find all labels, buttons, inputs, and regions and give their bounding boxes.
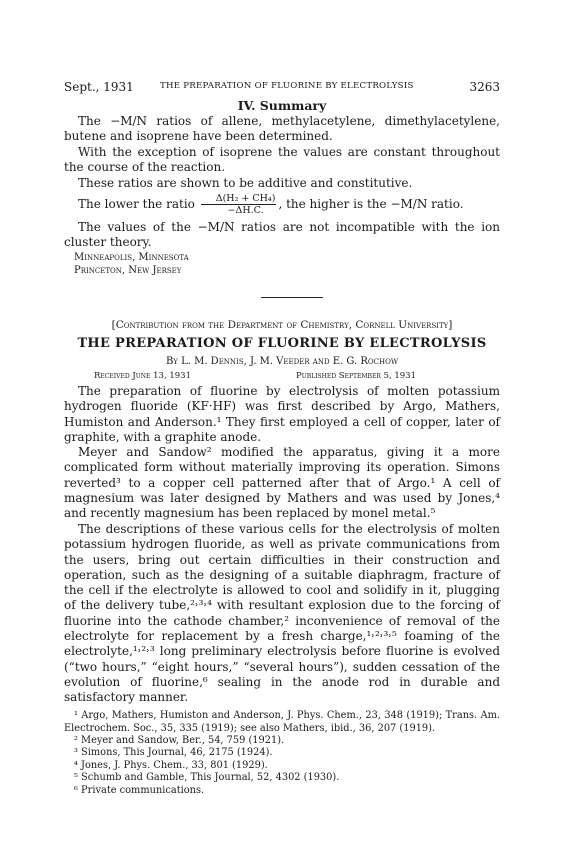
location-minneapolis: Minneapolis, Minnesota — [74, 252, 189, 263]
fraction-denominator: −ΔH.C. — [227, 205, 264, 216]
article-paragraph-2: Meyer and Sandow² modified the apparatus, giving it a more complicated form without materially improving its operation. Simons reverted³ to a copper cell patterned after that of Argo.¹ A cell of magnesium was later designed by Mathers and was used by Jones,⁴ and recently magnesium has been replaced by monel metal.⁵ — [64, 445, 500, 521]
summary-heading: IV. Summary — [237, 98, 327, 113]
published-date: Published September 5, 1931 — [296, 371, 416, 381]
summary-paragraph-3: These ratios are shown to be additive and constitutive. — [78, 176, 413, 190]
article-title: THE PREPARATION OF FLUORINE BY ELECTROLYSIS — [77, 336, 487, 351]
article-paragraph-3: The descriptions of these various cells for the electrolysis of molten potassium hydrogen fluoride, as well as private communications from the users, bring out certain difficulties in their construction and operation, such as the designing of a suitable diaphragm, fracture of the cell if the electrolyte is allowed to cool and solidify in it, plugging of the delivery tube,²˒³˒⁴ with resultant explosion due to the forcing of fluorine into the cathode chamber,² inconvenience of removal of the electrolyte for replacement by a fresh charge,¹˒²˒³˒⁵ foaming of the electrolyte,¹˒²˒³ long preliminary electrolysis before fluorine is evolved (“two hours,” “eight hours,” “several hours”), sudden cessation of the evolution of fluorine,⁶ sealing in the anode rod in durable and satisfactory manner. — [64, 522, 500, 705]
footnote-2: ² Meyer and Sandow, Ber., 54, 759 (1921). — [74, 735, 285, 746]
section-divider — [261, 297, 323, 298]
summary-paragraph-5: The values of the −M/N ratios are not incompatible with the ion cluster theory. — [64, 220, 500, 250]
header-date: Sept., 1931 — [64, 80, 134, 94]
location-princeton: Princeton, New Jersey — [74, 265, 182, 276]
footnote-5: ⁵ Schumb and Gamble, This Journal, 52, 4302 (1930). — [74, 772, 340, 783]
fraction-numerator: Δ(H₂ + CH₄) — [201, 193, 277, 205]
footnote-6: ⁶ Private communications. — [74, 785, 205, 796]
received-date: Received June 13, 1931 — [94, 371, 191, 381]
footnote-4: ⁴ Jones, J. Phys. Chem., 33, 801 (1929). — [74, 760, 268, 771]
contribution-line: [Contribution from the Department of Chemistry, Cornell University] — [111, 319, 453, 331]
ratio-fraction — [201, 193, 277, 216]
ratio-text-before: The lower the ratio — [78, 197, 195, 211]
article-authors: By L. M. Dennis, J. M. Veeder and E. G. Rochow — [165, 356, 399, 367]
ratio-text-after: , the higher is the −M/N ratio. — [278, 197, 464, 211]
footnote-3: ³ Simons, This Journal, 46, 2175 (1924). — [74, 747, 273, 758]
footnote-1: ¹ Argo, Mathers, Humiston and Anderson, J. Phys. Chem., 23, 348 (1919); Trans. Am. Electrochem. Soc., 35, 335 (1919); see also Mathers, ibid., 36, 207 (1919). — [64, 710, 500, 734]
header-running-title: THE PREPARATION OF FLUORINE BY ELECTROLYSIS — [160, 81, 414, 91]
article-paragraph-1: The preparation of fluorine by electrolysis of molten potassium hydrogen fluoride (KF·HF) was first described by Argo, Mathers, Humiston and Anderson.¹ They first employed a cell of copper, later of graphite, with a graphite anode. — [64, 384, 500, 444]
running-header — [64, 80, 500, 94]
header-page-number: 3263 — [469, 80, 500, 94]
summary-paragraph-2: With the exception of isoprene the values are constant throughout the course of the reaction. — [64, 145, 500, 175]
summary-paragraph-1: The −M/N ratios of allene, methylacetylene, dimethylacetylene, butene and isoprene have been determined. — [64, 114, 500, 144]
summary-paragraph-4 — [64, 193, 500, 216]
